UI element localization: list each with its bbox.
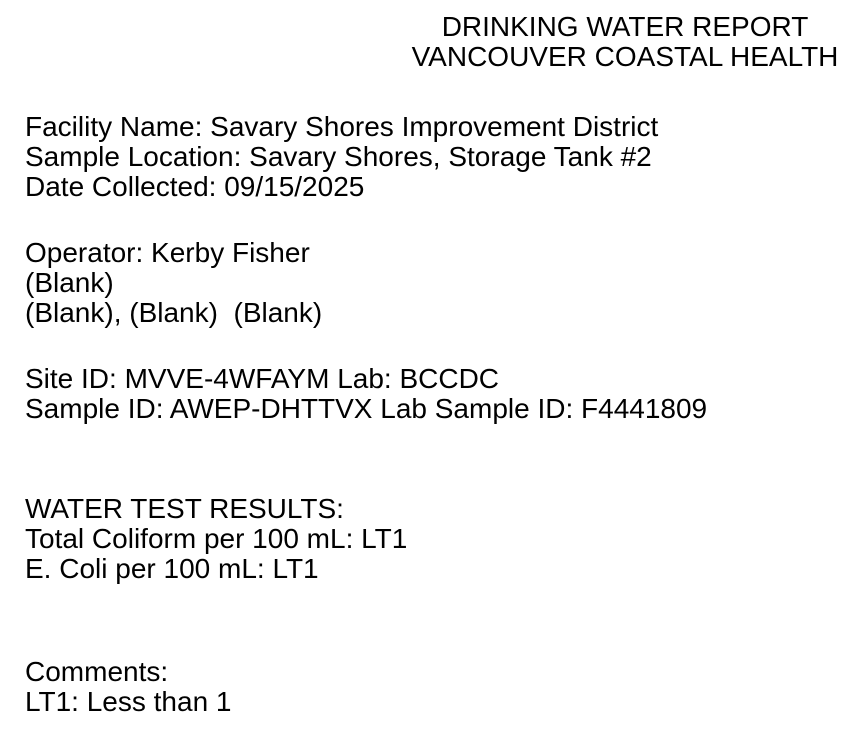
water-test-results-block <box>25 494 858 584</box>
report-title-line2: VANCOUVER COASTAL HEALTH <box>411 41 839 72</box>
comments-note-line: LT1: Less than 1 <box>25 686 232 717</box>
total-coliform-result-line: Total Coliform per 100 mL: LT1 <box>25 523 408 554</box>
sample-id-line: Sample ID: AWEP-DHTTVX Lab Sample ID: F4441809 <box>25 393 708 424</box>
sample-location-line: Sample Location: Savary Shores, Storage Tank #2 <box>25 141 652 172</box>
water-test-results-heading: WATER TEST RESULTS: <box>25 493 344 524</box>
comments-block <box>25 657 858 717</box>
facility-info-block <box>25 112 858 202</box>
operator-info-block <box>25 238 858 328</box>
operator-line: Operator: Kerby Fisher <box>25 237 310 268</box>
operator-blank-line2: (Blank), (Blank) (Blank) <box>25 297 323 328</box>
date-collected-line: Date Collected: 09/15/2025 <box>25 171 365 202</box>
e-coli-result-line: E. Coli per 100 mL: LT1 <box>25 553 319 584</box>
sample-ids-block <box>25 364 858 424</box>
facility-name-line: Facility Name: Savary Shores Improvement District <box>25 111 659 142</box>
comments-heading: Comments: <box>25 656 169 687</box>
site-id-line: Site ID: MVVE-4WFAYM Lab: BCCDC <box>25 363 500 394</box>
operator-blank-line1: (Blank) <box>25 267 114 298</box>
report-title <box>392 12 858 72</box>
report-title-line1: DRINKING WATER REPORT <box>441 11 809 42</box>
